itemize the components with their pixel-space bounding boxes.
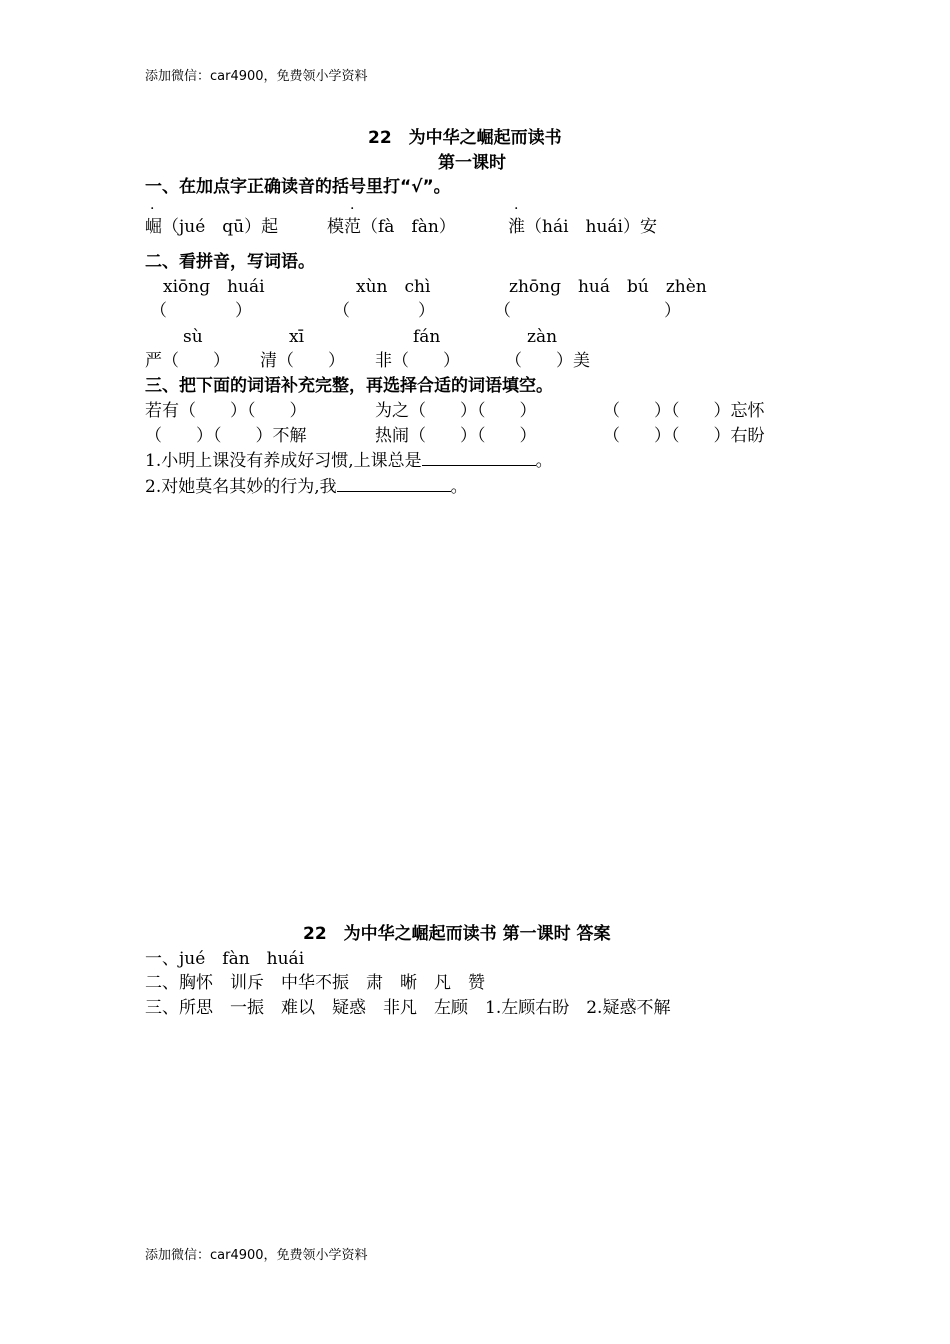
fill-word: 清（ ）: [260, 351, 345, 371]
pinyin: xùn chì: [356, 277, 431, 297]
sentence-1-text: 1.小明上课没有养成好习惯,上课总是: [145, 451, 422, 471]
answers-title: 22 为中华之崛起而读书 第一课时 答案: [303, 924, 611, 944]
answer-1: 一、jué fàn huái: [145, 949, 305, 969]
question-1-heading: 一、在加点字正确读音的括号里打“√”。: [145, 177, 451, 197]
idiom: 为之（ ）（ ）: [375, 401, 537, 421]
pinyin: fán: [413, 327, 441, 347]
idiom: （ ）（ ）右盼: [603, 426, 765, 446]
fill-word: （ ）美: [505, 351, 590, 371]
period: 。: [535, 451, 553, 471]
answer-2: 二、胸怀 训斥 中华不振 肃 晰 凡 赞: [145, 973, 485, 993]
answer-line: [422, 464, 536, 466]
sentence-1: [145, 453, 553, 470]
answer-box: （ ）: [150, 301, 252, 321]
page-header: 添加微信：car4900，免费领小学资料: [145, 69, 368, 84]
q1-item: 淮（hái huái）安: [508, 217, 657, 237]
emphasis-dot: ·: [350, 201, 355, 217]
q1-item: 崛（jué qū）起: [145, 217, 279, 237]
answer-box: （ ）: [494, 301, 681, 321]
sentence-2-text: 2.对她莫名其妙的行为,我: [145, 477, 337, 497]
answer-line: [337, 490, 451, 492]
q1-item: 模范（fà fàn）: [327, 217, 456, 237]
question-2-heading: 二、看拼音，写词语。: [145, 252, 315, 272]
answer-3: 三、所思 一振 难以 疑惑 非凡 左顾 1.左顾右盼 2.疑惑不解: [145, 998, 671, 1018]
idiom: （ ）（ ）忘怀: [603, 401, 765, 421]
question-3-heading: 三、把下面的词语补充完整，再选择合适的词语填空。: [145, 376, 553, 396]
sentence-2: [145, 479, 468, 496]
fill-word: 严（ ）: [145, 351, 230, 371]
fill-word: 非（ ）: [375, 351, 460, 371]
answer-box: （ ）: [333, 301, 435, 321]
pinyin: sù: [183, 327, 203, 347]
pinyin: xiōnɡ huái: [163, 277, 265, 297]
pinyin: xī: [289, 327, 305, 347]
emphasis-dot: ·: [150, 201, 155, 217]
idiom: （ ）（ ）不解: [145, 426, 307, 446]
idiom: 热闹（ ）（ ）: [375, 426, 537, 446]
emphasis-dot: ·: [514, 201, 519, 217]
page-footer: 添加微信：car4900，免费领小学资料: [145, 1248, 368, 1263]
lesson-subtitle: 第一课时: [438, 153, 506, 173]
lesson-title: 22 为中华之崛起而读书: [368, 128, 562, 148]
period: 。: [450, 477, 468, 497]
pinyin: zàn: [527, 327, 558, 347]
pinyin: zhōnɡ huá bú zhèn: [509, 277, 707, 297]
idiom: 若有（ ）（ ）: [145, 401, 307, 421]
